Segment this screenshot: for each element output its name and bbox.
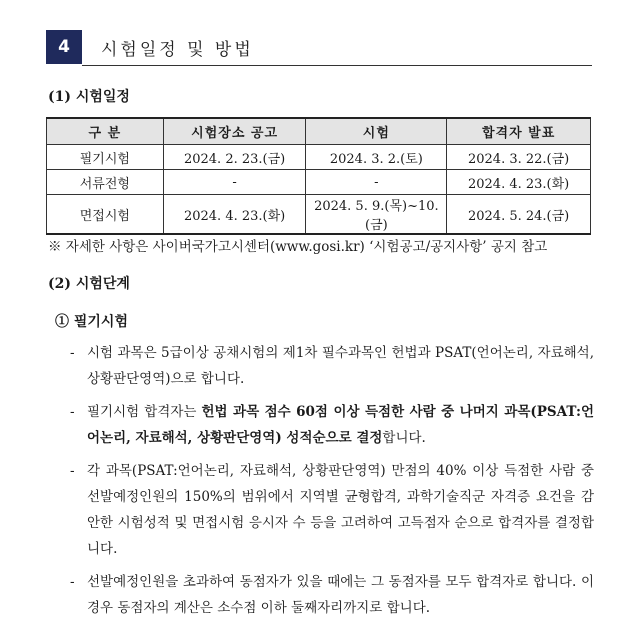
table-cell: 2024. 5. 9.(목)~10.(금) <box>306 195 447 235</box>
section-number-badge: 4 <box>46 30 82 64</box>
bullet-text: 선발예정인원을 초과하여 동점자가 있을 때에는 그 동점자를 모두 합격자로 합니다. 이 경우 동점자의 계산은 소수점 이하 둘째자리까지로 합니다. <box>87 574 594 616</box>
table-header-row <box>47 118 591 145</box>
bullet-text: 시험 과목은 5급이상 공채시험의 제1차 필수과목인 헌법과 PSAT(언어논리, 자료해석, 상황판단영역)으로 합니다. <box>87 345 594 387</box>
table-cell: 2024. 2. 23.(금) <box>163 145 306 170</box>
section-divider <box>82 65 592 66</box>
table-row <box>47 170 591 195</box>
table-cell: 2024. 4. 23.(화) <box>447 170 591 195</box>
bullet-emphasis: 헌법 과목 점수 60점 이상 득점한 사람 중 나머지 과목(PSAT:언어논리, 자료해석, 상황판단영역) 성적순으로 결정 <box>87 404 594 446</box>
dash-marker: - <box>70 404 75 420</box>
section-header <box>46 30 592 66</box>
reference-note: ※ 자세한 사항은 사이버국가고시센터(www.gosi.kr) ‘시험공고/공지사항’ 공지 참고 <box>48 239 548 255</box>
bullet-text: 각 과목(PSAT:언어논리, 자료해석, 상황판단영역) 만점의 40% 이상 득점한 사람 중 선발예정인원의 150%의 범위에서 지역별 균형합격, 과학기술직군 자격증 요건을 감안한 시험성적 및 면접시험 응시자 수 등을 고려하여 고득점자 순으로 합격자를 결정합니다. <box>87 463 594 557</box>
dash-marker: - <box>70 345 75 361</box>
table-cell: 필기시험 <box>47 145 164 170</box>
schedule-table <box>46 117 591 235</box>
table-header-cell: 구 분 <box>47 118 164 145</box>
table-cell: 면접시험 <box>47 195 164 235</box>
table-header-cell: 시험장소 공고 <box>163 118 306 145</box>
table-cell: - <box>306 170 447 195</box>
bullet-text: 합니다. <box>382 430 426 446</box>
list-item <box>70 458 594 562</box>
table-cell: 2024. 4. 23.(화) <box>163 195 306 235</box>
dash-marker: - <box>70 463 75 479</box>
table-row <box>47 195 591 235</box>
table-header-cell: 합격자 발표 <box>447 118 591 145</box>
table-cell: 서류전형 <box>47 170 164 195</box>
written-exam-rules <box>70 340 594 628</box>
bullet-text: 필기시험 합격자는 <box>87 404 202 420</box>
list-item <box>70 569 594 621</box>
table-row <box>47 145 591 170</box>
schedule-heading: (1) 시험일정 <box>48 89 130 105</box>
table-cell: 2024. 3. 22.(금) <box>447 145 591 170</box>
written-exam-heading: ① 필기시험 <box>55 314 128 330</box>
table-cell: - <box>163 170 306 195</box>
table-cell: 2024. 3. 2.(토) <box>306 145 447 170</box>
stages-heading: (2) 시험단계 <box>48 276 130 292</box>
section-title: 시험일정 및 방법 <box>101 40 254 60</box>
table-cell: 2024. 5. 24.(금) <box>447 195 591 235</box>
dash-marker: - <box>70 574 75 590</box>
table-header-cell: 시험 <box>306 118 447 145</box>
list-item <box>70 399 594 451</box>
list-item <box>70 340 594 392</box>
